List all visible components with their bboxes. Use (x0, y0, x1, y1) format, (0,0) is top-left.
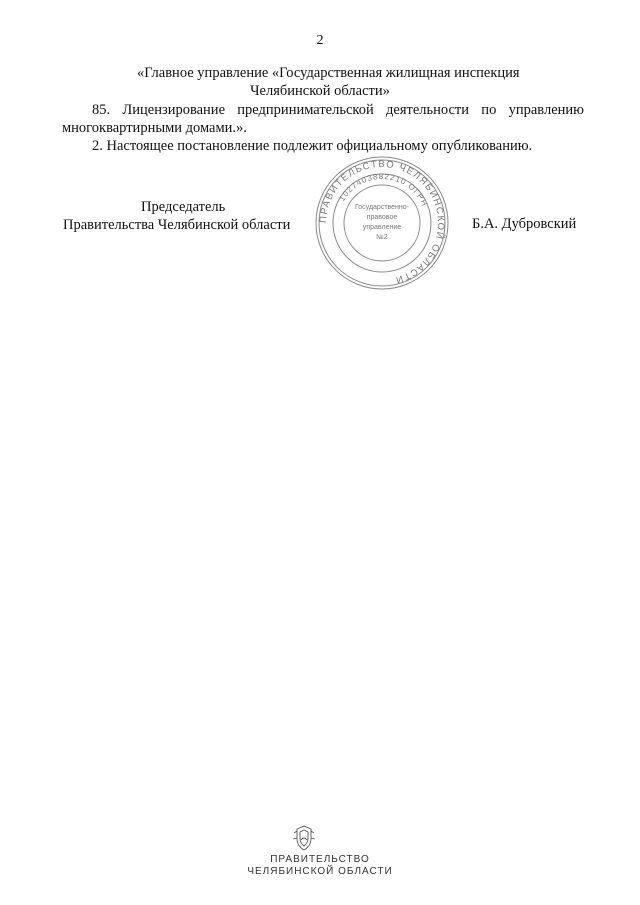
seal-center-line-2: правовое (366, 214, 398, 221)
page-number: 2 (316, 33, 324, 48)
coat-of-arms-icon (289, 823, 319, 853)
seal-outer-text: ПРАВИТЕЛЬСТВО ЧЕЛЯБИНСКОЙ ОБЛАСТИ (317, 158, 447, 286)
amendment-item-84-continued-line-2: Челябинской области» (250, 83, 390, 99)
amendment-item-85-line-2: многоквартирными домами.». (62, 120, 247, 136)
seal-center-line-3: управление (362, 224, 402, 231)
signatory-name: Б.А. Дубровский (472, 216, 577, 232)
seal-center-line-1: Государственно- (354, 204, 410, 211)
seal-center-line-4: №2 (376, 234, 388, 241)
publication-clause: 2. Настоящее постановление подлежит официальному опубликованию. (92, 138, 533, 154)
footer-government-line-1: ПРАВИТЕЛЬСТВО (270, 854, 370, 865)
amendment-item-84-continued: «Главное управление «Государственная жилищная инспекция (137, 65, 520, 81)
amendment-item-85: 85. Лицензирование предпринимательской деятельности по управлению (92, 102, 584, 118)
seal-inner-ring (344, 185, 420, 261)
seal-inner-text: 1027403882210 ОГРН (337, 171, 430, 209)
official-seal (314, 155, 450, 291)
signatory-title-line-2: Правительства Челябинской области (63, 217, 291, 233)
signatory-title-line-1: Председатель (141, 199, 226, 215)
footer-government-line-2: ЧЕЛЯБИНСКОЙ ОБЛАСТИ (247, 866, 393, 877)
